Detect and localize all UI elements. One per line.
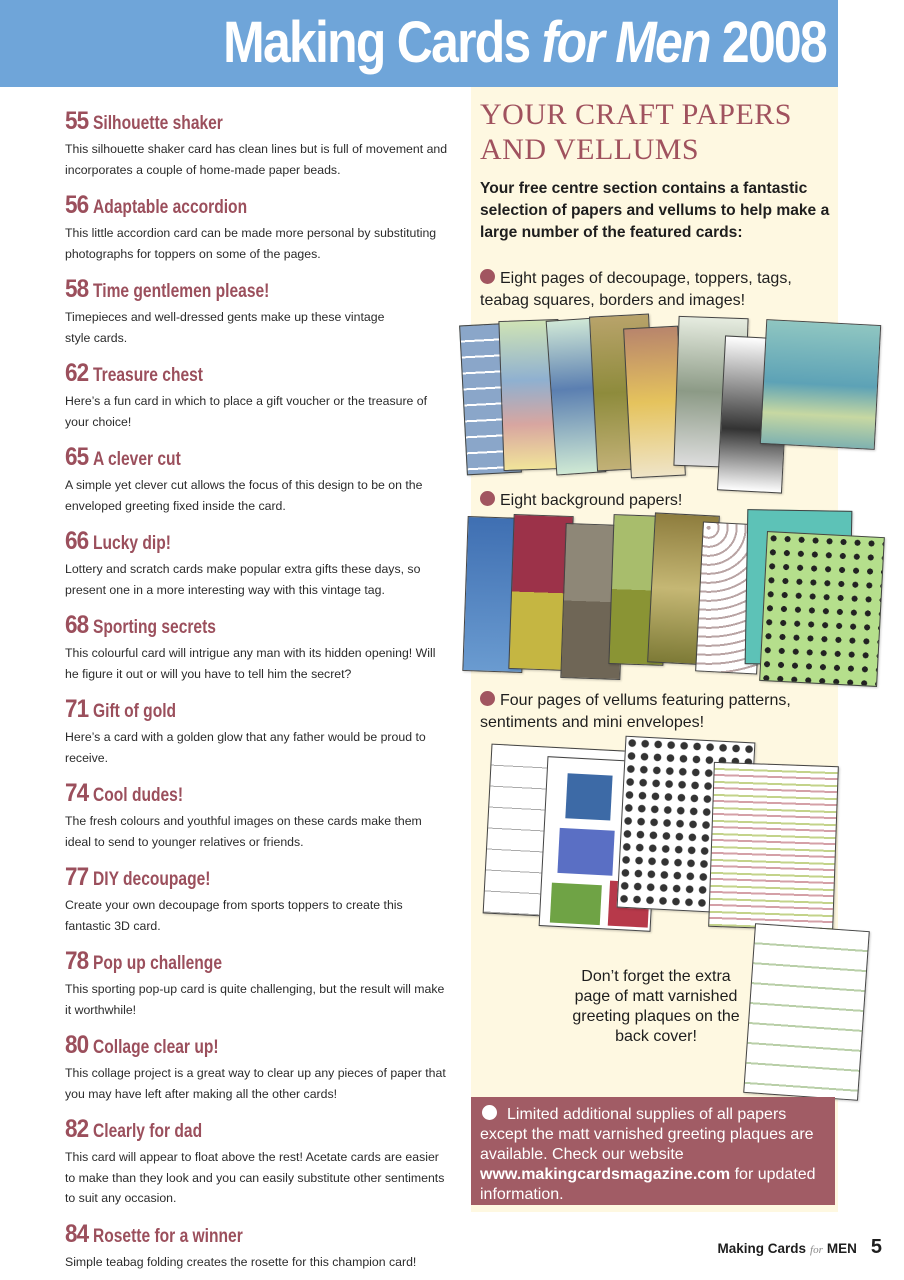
project-page-number: 78: [65, 947, 89, 975]
sheet: [708, 762, 839, 931]
project-entry: [65, 1219, 450, 1273]
project-description: Create your own decoupage from sports toppers to create this fantastic 3D card.: [65, 898, 403, 933]
project-description: This sporting pop-up card is quite challenging, but the result will make it worthwhile!: [65, 982, 445, 1017]
project-page-number: 77: [65, 863, 89, 891]
project-page-number: 82: [65, 1115, 89, 1143]
project-page-number: 66: [65, 527, 89, 555]
project-description: This card will appear to float above the rest! Acetate cards are easier to make than they look and you can easily substitute other sentiments to suit any occasion.: [65, 1150, 445, 1205]
project-description: This little accordion card can be made more personal by substituting photographs for toppers on some of the pages.: [65, 226, 437, 261]
project-entry: [65, 1114, 450, 1209]
project-title: DIY decoupage!: [93, 869, 211, 890]
footer-men: MEN: [826, 1241, 857, 1256]
project-title: Sporting secrets: [93, 617, 217, 638]
project-page-number: 55: [65, 107, 89, 135]
page-footer: [718, 1236, 883, 1259]
project-title: Collage clear up!: [93, 1037, 219, 1058]
bullet-dot-icon: [480, 491, 495, 506]
page-header-band: [0, 0, 838, 87]
bullet-backgrounds: Eight background papers!: [480, 490, 835, 512]
project-page-number: 58: [65, 275, 89, 303]
project-description: The fresh colours and youthful images on these cards make them ideal to send to younger relatives or friends.: [65, 814, 422, 849]
page-title: [223, 10, 826, 76]
project-page-number: 68: [65, 611, 89, 639]
bullet-dot-icon: [480, 691, 495, 706]
project-description: Here’s a card with a golden glow that any father would be proud to receive.: [65, 730, 426, 765]
project-title: Time gentlemen please!: [93, 281, 270, 302]
project-title: Lucky dip!: [93, 533, 172, 554]
project-title: Rosette for a winner: [93, 1225, 244, 1247]
project-title: Treasure chest: [93, 365, 204, 386]
footer-for: for: [810, 1244, 823, 1256]
project-title: Gift of gold: [93, 701, 177, 722]
project-entry: [65, 862, 450, 936]
project-entry: [65, 190, 450, 264]
project-description: Timepieces and well-dressed gents make up these vintage style cards.: [65, 310, 385, 345]
project-title: Pop up challenge: [93, 953, 223, 974]
panel-intro: Your free centre section contains a fantastic selection of papers and vellums to help make a large number of the featured cards:: [480, 180, 830, 241]
project-page-number: 74: [65, 779, 89, 807]
greeting-plaques-image: [743, 923, 870, 1101]
title-making-cards: Making Cards: [223, 10, 542, 75]
project-entry: [65, 526, 450, 600]
project-title: Silhouette shaker: [93, 113, 224, 134]
project-title: Clearly for dad: [93, 1121, 203, 1142]
project-entry: [65, 358, 450, 432]
project-entry: [65, 946, 450, 1020]
panel-title: YOUR CRAFT PAPERS AND VELLUMS: [480, 98, 792, 166]
project-page-number: 62: [65, 359, 89, 387]
project-entry: [65, 274, 450, 348]
supplies-note: Limited additional supplies of all papers except the matt varnished greeting plaques are available. Check our website www.makingcardsmagazine.com for updated information.: [471, 1097, 835, 1205]
project-page-number: 71: [65, 695, 89, 723]
bullet-dot-icon: [480, 269, 495, 284]
project-page-number: 65: [65, 443, 89, 471]
project-description: A simple yet clever cut allows the focus of this design to be on the enveloped greeting fixed inside the card.: [65, 478, 423, 513]
project-description: Simple teabag folding creates the rosette for this champion card!: [65, 1254, 417, 1269]
page-number: 5: [870, 1236, 882, 1258]
project-title: Cool dudes!: [93, 785, 184, 806]
bullet-dot-icon: [482, 1105, 497, 1120]
project-list: [65, 106, 450, 1280]
project-description: Here’s a fun card in which to place a gift voucher or the treasure of your choice!: [65, 394, 428, 429]
craft-papers-panel: [471, 87, 838, 1212]
project-description: This colourful card will intrigue any man with its hidden opening! Will he figure it out or will you have to tell him the secret?: [65, 646, 436, 681]
project-page-number: 80: [65, 1031, 89, 1059]
project-entry: [65, 106, 450, 180]
project-entry: [65, 610, 450, 684]
project-description: This collage project is a great way to clear up any pieces of paper that you may have left after making all the other cards!: [65, 1066, 446, 1101]
project-page-number: 84: [65, 1219, 89, 1248]
sheet: [759, 531, 885, 687]
footer-magazine-name: Making Cards: [717, 1241, 807, 1256]
project-description: Lottery and scratch cards make popular extra gifts these days, so present one in a more interesting way with this vintage tag.: [65, 562, 421, 597]
project-title: Adaptable accordion: [93, 197, 248, 218]
project-title: A clever cut: [93, 449, 182, 470]
project-page-number: 56: [65, 191, 89, 219]
project-entry: [65, 694, 450, 768]
sheet: [760, 319, 881, 450]
website-link[interactable]: www.makingcardsmagazine.com: [480, 1166, 731, 1183]
project-entry: [65, 442, 450, 516]
bullet-vellums: Four pages of vellums featuring patterns, sentiments and mini envelopes!: [480, 692, 791, 731]
title-for-men: for Men: [541, 10, 710, 75]
bullet-decoupage: Eight pages of decoupage, toppers, tags, teabag squares, borders and images!: [480, 270, 792, 309]
back-cover-reminder: Don’t forget the extra page of matt varnished greeting plaques on the back cover!: [572, 968, 740, 1045]
project-entry: [65, 1030, 450, 1104]
project-entry: [65, 778, 450, 852]
title-year: 2008: [709, 10, 826, 75]
project-description: This silhouette shaker card has clean lines but is full of movement and incorporates a couple of home-made paper beads.: [65, 142, 448, 177]
